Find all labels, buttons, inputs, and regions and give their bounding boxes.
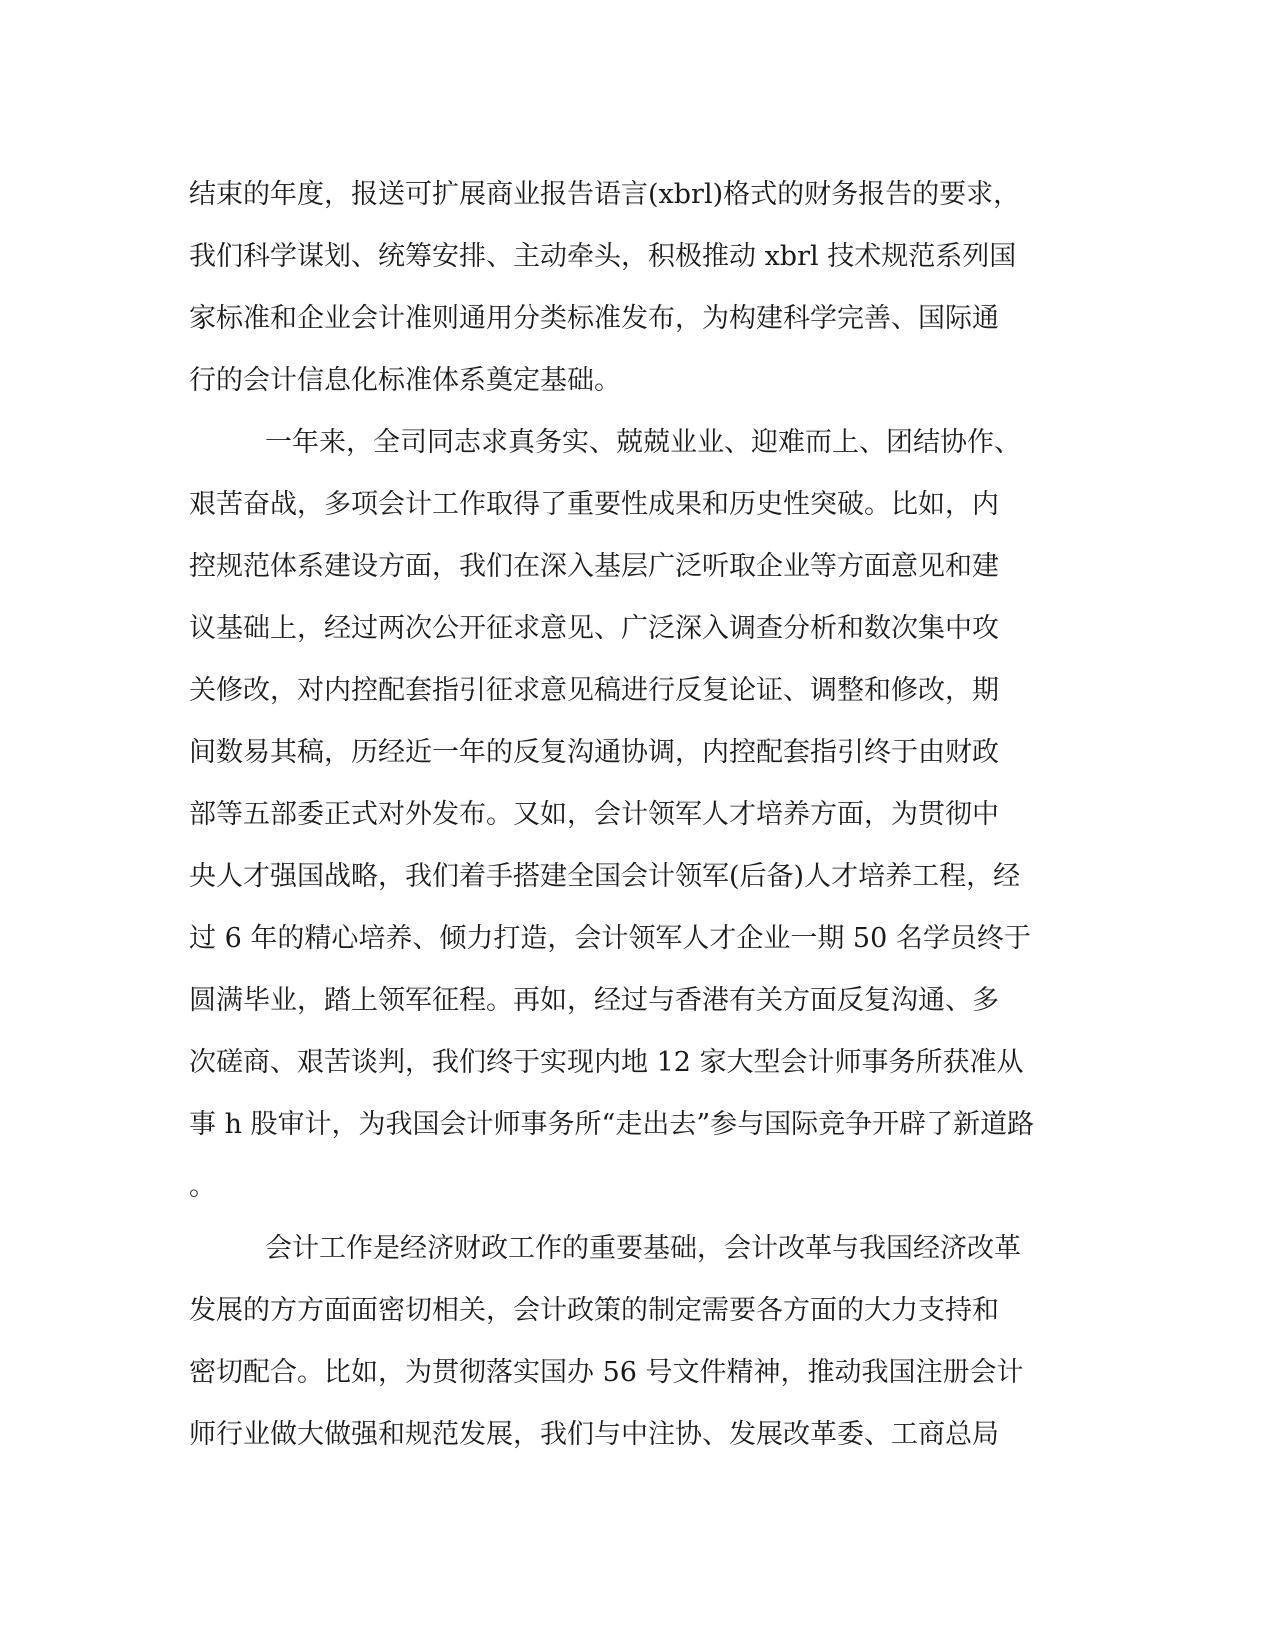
paragraph-2-line-3: 控规范体系建设方面，我们在深入基层广泛听取企业等方面意见和建 (189, 551, 999, 582)
paragraph-2-line-6: 间数易其稿，历经近一年的反复沟通协调，内控配套指引终于由财政 (189, 737, 999, 768)
paragraph-2-line-9: 过 6 年的精心培养、倾力打造，会计领军人才企业一期 50 名学员终于 (189, 923, 1031, 954)
paragraph-3-line-4: 师行业做大做强和规范发展，我们与中注协、发展改革委、工商总局 (189, 1419, 999, 1450)
paragraph-2-line-2: 艰苦奋战，多项会计工作取得了重要性成果和历史性突破。比如，内 (189, 489, 999, 520)
paragraph-2-line-8: 央人才强国战略，我们着手搭建全国会计领军(后备)人才培养工程，经 (189, 861, 1021, 892)
paragraph-1-line-3: 家标准和企业会计准则通用分类标准发布，为构建科学完善、国际通 (189, 303, 999, 334)
paragraph-2-line-1: 一年来，全司同志求真务实、兢兢业业、迎难而上、团结协作、 (265, 427, 1021, 458)
paragraph-1-line-1: 结束的年度，报送可扩展商业报告语言(xbrl)格式的财务报告的要求， (189, 179, 1021, 210)
paragraph-2-line-12: 事 h 股审计，为我国会计师事务所“走出去”参与国际竞争开辟了新道路 (189, 1109, 1035, 1140)
paragraph-1-line-2: 我们科学谋划、统筹安排、主动牵头，积极推动 xbrl 技术规范系列国 (189, 241, 1017, 272)
paragraph-2-line-7: 部等五部委正式对外发布。又如，会计领军人才培养方面，为贯彻中 (189, 799, 999, 830)
paragraph-2-line-4: 议基础上，经过两次公开征求意见、广泛深入调查分析和数次集中攻 (189, 613, 999, 644)
paragraph-2-line-5: 关修改，对内控配套指引征求意见稿进行反复论证、调整和修改，期 (189, 675, 999, 706)
paragraph-2-line-11: 次磋商、艰苦谈判，我们终于实现内地 12 家大型会计师事务所获准从 (189, 1047, 1024, 1078)
paragraph-2-line-13: 。 (189, 1171, 216, 1202)
paragraph-3-line-2: 发展的方方面面密切相关，会计政策的制定需要各方面的大力支持和 (189, 1295, 999, 1326)
paragraph-2-line-10: 圆满毕业，踏上领军征程。再如，经过与香港有关方面反复沟通、多 (189, 985, 999, 1016)
paragraph-3-line-1: 会计工作是经济财政工作的重要基础，会计改革与我国经济改革 (265, 1233, 1021, 1264)
paragraph-3-line-3: 密切配合。比如，为贯彻落实国办 56 号文件精神，推动我国注册会计 (189, 1357, 1024, 1388)
paragraph-1-line-4: 行的会计信息化标准体系奠定基础。 (189, 365, 621, 396)
document-body (189, 164, 1089, 1466)
